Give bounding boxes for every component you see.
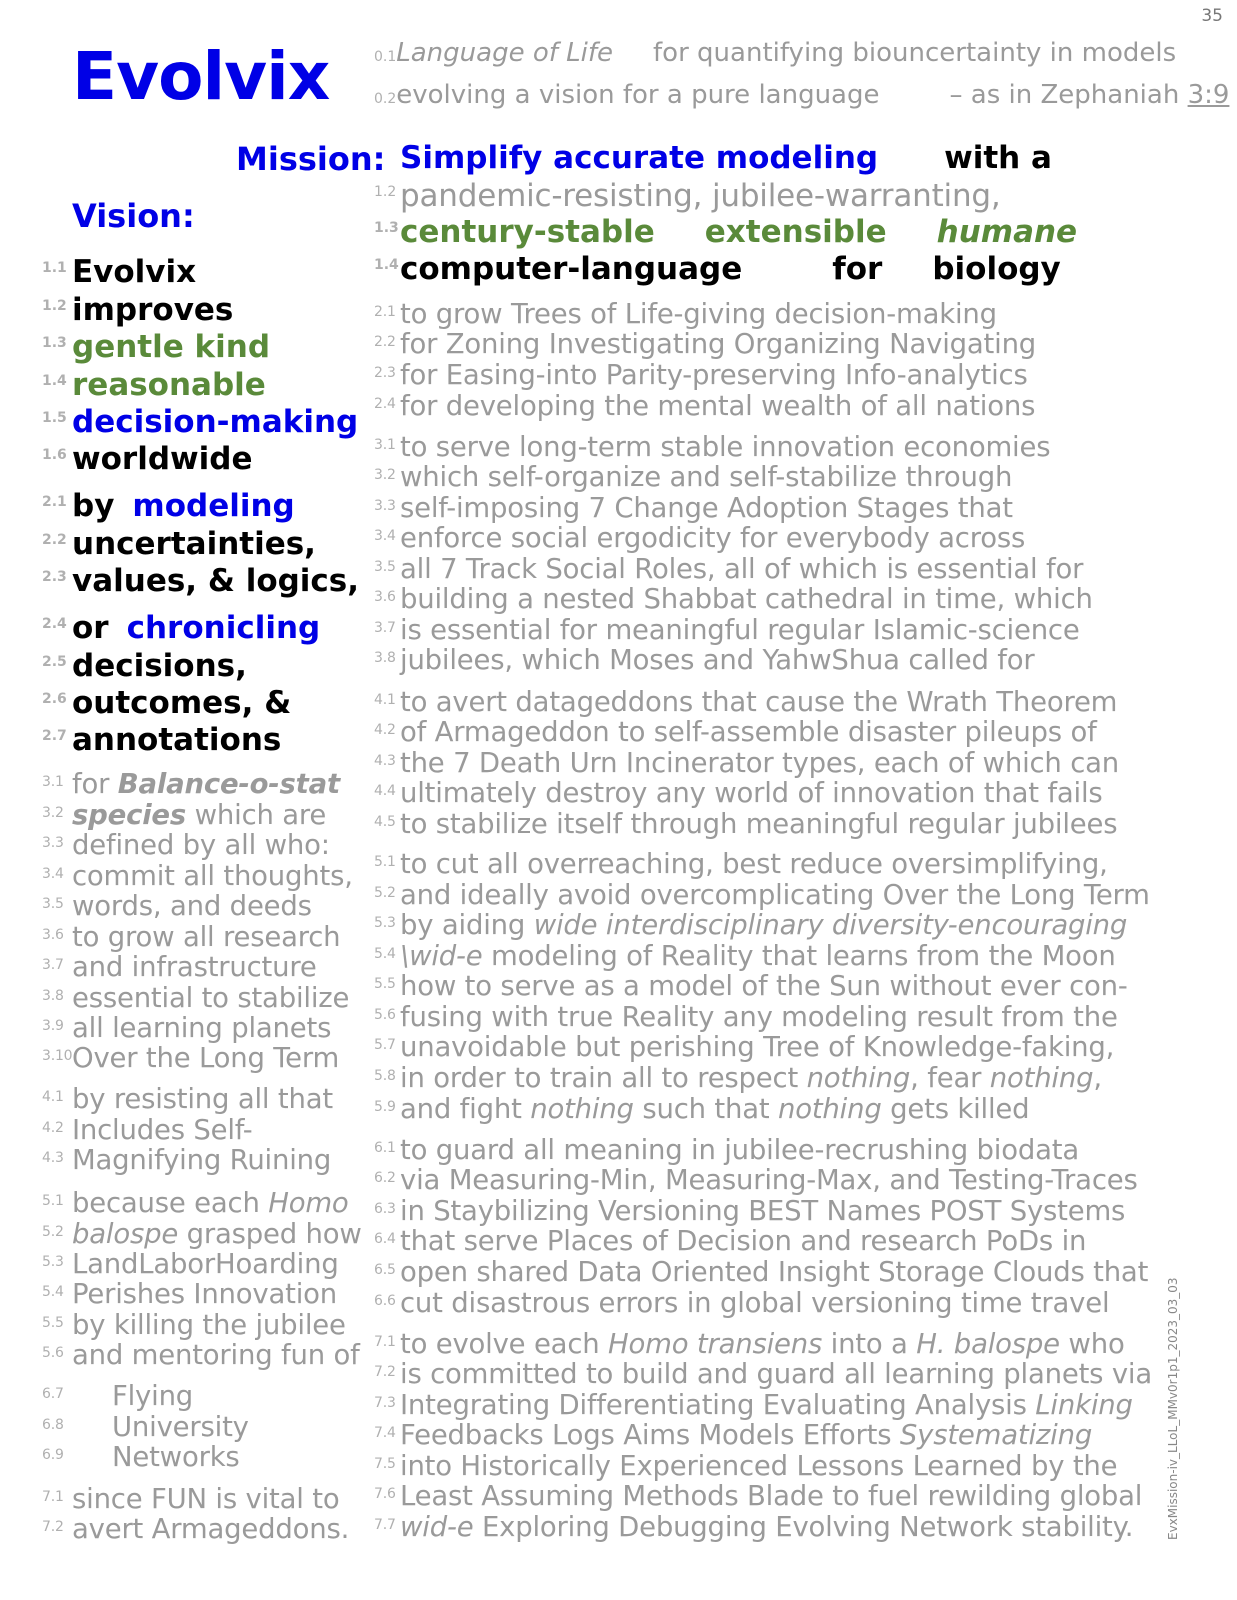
right-text-part: Systematizing bbox=[899, 1419, 1093, 1451]
vision-item bbox=[42, 563, 359, 599]
right-text: which self-organize and self-stabilize through bbox=[400, 461, 1013, 493]
vision-text: outcomes, & bbox=[72, 685, 292, 721]
line-number: 2.2 bbox=[42, 532, 67, 548]
mission-line-4 bbox=[374, 251, 1061, 287]
left-line bbox=[42, 982, 349, 1014]
right-text-part: nothing bbox=[806, 1062, 911, 1094]
line-number: 5.2 bbox=[374, 885, 396, 901]
vision-item bbox=[42, 367, 266, 403]
right-line bbox=[374, 328, 1036, 360]
line-number: 7.1 bbox=[42, 1489, 64, 1505]
mission-line-3 bbox=[374, 214, 1077, 250]
vision-item bbox=[42, 292, 233, 328]
left-text: to grow all research bbox=[72, 921, 341, 953]
line-number: 1.3 bbox=[42, 335, 67, 351]
right-line bbox=[374, 1358, 1152, 1390]
line-number: 1.3 bbox=[374, 220, 399, 236]
line-number: 5.4 bbox=[42, 1284, 64, 1300]
right-text: unavoidable but perishing Tree of Knowledge-faking, bbox=[400, 1031, 1115, 1063]
left-text: since FUN is vital to bbox=[72, 1483, 340, 1515]
right-text: the 7 Death Urn Incinerator types, each of which can bbox=[400, 747, 1119, 779]
right-text: to avert datageddons that cause the Wrath Theorem bbox=[400, 686, 1118, 718]
right-text: is essential for meaningful regular Islamic-science bbox=[400, 614, 1080, 646]
vision-text: or bbox=[72, 610, 109, 646]
right-text: ultimately destroy any world of innovation that fails bbox=[400, 777, 1103, 809]
left-text: defined by all who: bbox=[72, 829, 330, 861]
line-number: 6.5 bbox=[374, 1262, 396, 1278]
left-text: and infrastructure bbox=[72, 951, 317, 983]
right-text: self-imposing 7 Change Adoption Stages that bbox=[400, 492, 1013, 524]
left-text: because each bbox=[72, 1187, 269, 1219]
header-vision-text: evolving a vision for a pure language bbox=[396, 80, 880, 110]
right-text: to grow Trees of Life-giving decision-making bbox=[400, 298, 997, 330]
vision-item bbox=[42, 441, 253, 477]
vision-item bbox=[42, 526, 316, 562]
right-line bbox=[374, 716, 1097, 748]
vision-text: worldwide bbox=[72, 441, 253, 477]
left-text: species bbox=[72, 799, 187, 831]
left-line bbox=[42, 1218, 362, 1250]
header-zephaniah: – as in Zephaniah bbox=[949, 80, 1180, 110]
line-number: 5.5 bbox=[374, 976, 396, 992]
line-number: 3.7 bbox=[42, 957, 64, 973]
document-id: EvxMission-iv_LLoL_MMv0r1p1_2023_03_03 bbox=[1166, 1277, 1180, 1540]
header-language-of-life: Language of Life bbox=[396, 38, 614, 68]
line-number: 6.4 bbox=[374, 1231, 396, 1247]
left-line bbox=[42, 951, 317, 983]
left-line bbox=[42, 1114, 253, 1146]
line-number: 5.6 bbox=[374, 1007, 396, 1023]
line-number: 3.6 bbox=[374, 589, 396, 605]
line-number: 2.7 bbox=[42, 728, 67, 744]
right-text-part: such that bbox=[633, 1093, 778, 1125]
line-number: 7.2 bbox=[374, 1364, 396, 1380]
line-number: 4.5 bbox=[374, 814, 396, 830]
line-number: 4.1 bbox=[42, 1089, 64, 1105]
line-number: 2.3 bbox=[374, 365, 396, 381]
right-text: for Easing-into Parity-preserving Info-analytics bbox=[400, 359, 1028, 391]
right-text: enforce social ergodicity for everybody across bbox=[400, 522, 1026, 554]
left-text: University bbox=[112, 1411, 249, 1443]
right-line bbox=[374, 848, 1108, 880]
left-line bbox=[42, 1012, 331, 1044]
left-line bbox=[42, 1187, 349, 1219]
right-line bbox=[374, 1450, 1117, 1482]
right-line bbox=[374, 1389, 1133, 1421]
left-text: Includes Self- bbox=[72, 1114, 253, 1146]
left-line bbox=[42, 829, 330, 861]
right-line bbox=[374, 1328, 1125, 1360]
left-line bbox=[42, 1042, 339, 1074]
mission-century-stable: century-stable bbox=[400, 214, 655, 250]
right-text: how to serve as a model of the Sun without ever con- bbox=[400, 970, 1128, 1002]
right-text-part: in order to train all to respect bbox=[400, 1062, 807, 1094]
mission-line-1 bbox=[400, 140, 1052, 176]
left-text-emphasis: Homo bbox=[268, 1187, 349, 1219]
line-number: 6.9 bbox=[42, 1447, 64, 1463]
line-number: 6.6 bbox=[374, 1293, 396, 1309]
mission-line-2 bbox=[374, 178, 1001, 214]
line-number: 2.6 bbox=[42, 691, 67, 707]
line-number: 1.2 bbox=[374, 184, 397, 200]
left-text-emphasis: grasped how bbox=[178, 1218, 362, 1250]
vision-item bbox=[42, 685, 291, 721]
right-line bbox=[374, 686, 1117, 718]
line-number: 3.5 bbox=[374, 559, 396, 575]
vision-item bbox=[42, 329, 270, 365]
right-line bbox=[374, 1031, 1114, 1063]
header-quantifying: for quantifying biouncertainty in models bbox=[653, 38, 1177, 68]
line-number: 3.6 bbox=[42, 927, 64, 943]
line-number: 0.2 bbox=[374, 91, 397, 107]
line-number: 5.7 bbox=[374, 1037, 396, 1053]
line-number: 6.2 bbox=[374, 1170, 396, 1186]
right-text: to stabilize itself through meaningful regular jubilees bbox=[400, 808, 1118, 840]
right-text-part: gets killed bbox=[881, 1093, 1030, 1125]
right-line bbox=[374, 1287, 1109, 1319]
right-text-part: Feedbacks Logs Aims Models Efforts bbox=[400, 1419, 900, 1451]
vision-text-highlight: modeling bbox=[132, 488, 295, 524]
line-number: 5.3 bbox=[42, 1254, 64, 1270]
right-text-part: , bbox=[1093, 1062, 1102, 1094]
line-number: 5.3 bbox=[374, 915, 396, 931]
left-text: Perishes Innovation bbox=[72, 1278, 338, 1310]
right-line bbox=[374, 808, 1117, 840]
right-line bbox=[374, 1225, 1086, 1257]
vision-text: improves bbox=[72, 292, 234, 328]
right-text: cut disastrous errors in global versioning time travel bbox=[400, 1287, 1110, 1319]
left-line bbox=[42, 1248, 339, 1280]
line-number: 3.2 bbox=[42, 805, 64, 821]
vision-text: annotations bbox=[72, 722, 282, 758]
right-text-part: Linking bbox=[1035, 1389, 1133, 1421]
vision-text: uncertainties, bbox=[72, 526, 316, 562]
right-line bbox=[374, 777, 1103, 809]
right-text-part: by aiding bbox=[400, 909, 534, 941]
right-line bbox=[374, 909, 1127, 941]
line-number: 7.2 bbox=[42, 1519, 64, 1535]
mission-humane: humane bbox=[936, 214, 1078, 250]
right-line bbox=[374, 1511, 1133, 1543]
right-text-part: nothing bbox=[989, 1062, 1094, 1094]
right-text: in Staybilizing Versioning BEST Names POST Systems bbox=[400, 1195, 1126, 1227]
left-line bbox=[42, 1339, 360, 1371]
line-number: 6.7 bbox=[42, 1386, 64, 1402]
line-number: 2.1 bbox=[374, 304, 396, 320]
right-line bbox=[374, 298, 997, 330]
right-text-part: Integrating Differentiating Evaluating Analysis bbox=[400, 1389, 1036, 1421]
line-number: 3.9 bbox=[42, 1018, 64, 1034]
left-line bbox=[42, 860, 353, 892]
line-number: 2.5 bbox=[42, 654, 67, 670]
right-text-part: and fight bbox=[400, 1093, 531, 1125]
right-text: building a nested Shabbat cathedral in time, which bbox=[400, 583, 1093, 615]
line-number: 7.3 bbox=[374, 1395, 396, 1411]
line-number: 3.3 bbox=[374, 498, 396, 514]
right-text: is committed to build and guard all learning planets via bbox=[400, 1358, 1153, 1390]
left-line bbox=[42, 1513, 349, 1545]
line-number: 5.9 bbox=[374, 1099, 396, 1115]
zephaniah-ref-link[interactable]: 3:9 bbox=[1187, 80, 1230, 110]
right-text: and ideally avoid overcomplicating Over the Long Term bbox=[400, 879, 1150, 911]
vision-item bbox=[42, 404, 358, 440]
vision-text: decisions, bbox=[72, 648, 247, 684]
vision-text: decision-making bbox=[72, 404, 359, 440]
left-line bbox=[42, 1483, 339, 1515]
line-number: 1.1 bbox=[42, 260, 67, 276]
right-line bbox=[374, 1062, 1102, 1094]
vision-text: gentle kind bbox=[72, 329, 271, 365]
mission-for: for bbox=[832, 251, 883, 287]
right-line bbox=[374, 1001, 1118, 1033]
right-text: to serve long-term stable innovation economies bbox=[400, 431, 1051, 463]
line-number: 3.7 bbox=[374, 620, 396, 636]
line-number: 4.2 bbox=[42, 1120, 64, 1136]
mission-extensible: extensible bbox=[704, 214, 887, 250]
right-text-part: who bbox=[1059, 1328, 1125, 1360]
logo-evolvix: Evolvix bbox=[72, 38, 330, 115]
right-text: for Zoning Investigating Organizing Navigating bbox=[400, 328, 1037, 360]
right-line bbox=[374, 390, 1035, 422]
right-line bbox=[374, 1256, 1148, 1288]
line-number: 2.3 bbox=[42, 569, 67, 585]
right-text-part: nothing bbox=[530, 1093, 634, 1125]
line-number: 4.4 bbox=[374, 783, 396, 799]
vision-item bbox=[42, 254, 196, 290]
line-number: 1.2 bbox=[42, 298, 67, 314]
left-text: balospe bbox=[72, 1218, 179, 1250]
vision-text: values, & logics, bbox=[72, 563, 360, 599]
right-line bbox=[374, 359, 1028, 391]
line-number: 6.3 bbox=[374, 1201, 396, 1217]
right-line bbox=[374, 1134, 1079, 1166]
line-number: 3.2 bbox=[374, 467, 396, 483]
right-line bbox=[374, 583, 1093, 615]
mission-label: Mission: bbox=[236, 140, 386, 178]
right-text: open shared Data Oriented Insight Storage Clouds that bbox=[400, 1256, 1149, 1288]
right-line bbox=[374, 879, 1150, 911]
left-text: commit all thoughts, bbox=[72, 860, 353, 892]
right-text: jubilees, which Moses and YahwShua called for bbox=[400, 644, 1035, 676]
right-text-part: modeling of Reality that learns from the Moon bbox=[482, 940, 1116, 972]
right-text: of Armageddon to self-assemble disaster pileups of bbox=[400, 716, 1097, 748]
right-line bbox=[374, 1195, 1125, 1227]
vision-item bbox=[42, 610, 320, 646]
right-text: for developing the mental wealth of all nations bbox=[400, 390, 1036, 422]
header-line-2 bbox=[374, 80, 1229, 110]
right-text-part: to evolve each bbox=[400, 1328, 609, 1360]
right-text-part: \wid-e bbox=[400, 940, 483, 972]
line-number: 1.5 bbox=[42, 410, 67, 426]
line-number: 6.8 bbox=[42, 1417, 64, 1433]
left-text: LandLaborHoarding bbox=[72, 1248, 339, 1280]
right-line bbox=[374, 940, 1116, 972]
line-number: 4.2 bbox=[374, 722, 396, 738]
left-text: Magnifying Ruining bbox=[72, 1144, 332, 1176]
left-line bbox=[42, 799, 326, 831]
right-text-part: into a bbox=[822, 1328, 917, 1360]
vision-text: reasonable bbox=[72, 367, 266, 403]
mission-biology: biology bbox=[932, 251, 1061, 287]
left-text: essential to stabilize bbox=[72, 982, 350, 1014]
line-number: 2.4 bbox=[374, 396, 396, 412]
left-text: Networks bbox=[112, 1441, 240, 1473]
page-number: 35 bbox=[1201, 6, 1223, 26]
left-text: Over the Long Term bbox=[72, 1042, 340, 1074]
right-text-part: Exploring Debugging Evolving Network stability. bbox=[473, 1511, 1134, 1543]
right-text: all 7 Track Social Roles, all of which is essential for bbox=[400, 553, 1084, 585]
left-text-emphasis: which are bbox=[186, 799, 327, 831]
line-number: 5.2 bbox=[42, 1224, 64, 1240]
right-line bbox=[374, 492, 1013, 524]
right-line bbox=[374, 1480, 1142, 1512]
right-text-part: Homo transiens bbox=[608, 1328, 823, 1360]
left-text: all learning planets bbox=[72, 1012, 332, 1044]
left-line bbox=[42, 768, 340, 800]
left-line bbox=[42, 1411, 249, 1443]
left-line bbox=[42, 1380, 193, 1412]
right-line bbox=[374, 970, 1128, 1002]
line-number: 3.1 bbox=[374, 437, 396, 453]
line-number: 5.4 bbox=[374, 946, 396, 962]
right-line bbox=[374, 1093, 1029, 1125]
line-number: 3.10 bbox=[42, 1048, 73, 1064]
left-text: by resisting all that bbox=[72, 1083, 333, 1115]
right-text: to cut all overreaching, best reduce oversimplifying, bbox=[400, 848, 1108, 880]
line-number: 3.3 bbox=[42, 835, 64, 851]
line-number: 3.5 bbox=[42, 896, 64, 912]
left-text: words, and deeds bbox=[72, 890, 312, 922]
left-text: Flying bbox=[112, 1380, 194, 1412]
right-text: fusing with true Reality any modeling result from the bbox=[400, 1001, 1118, 1033]
right-text: that serve Places of Decision and research PoDs in bbox=[400, 1225, 1087, 1257]
line-number: 4.3 bbox=[42, 1150, 64, 1166]
right-text-part: H. balospe bbox=[916, 1328, 1060, 1360]
left-line bbox=[42, 1309, 346, 1341]
right-line bbox=[374, 431, 1050, 463]
line-number: 5.1 bbox=[42, 1193, 64, 1209]
line-number: 1.6 bbox=[42, 447, 67, 463]
line-number: 7.4 bbox=[374, 1425, 396, 1441]
mission-with-a: with a bbox=[944, 140, 1052, 176]
line-number: 6.1 bbox=[374, 1140, 396, 1156]
line-number: 4.1 bbox=[374, 692, 396, 708]
line-number: 7.5 bbox=[374, 1456, 396, 1472]
right-line bbox=[374, 644, 1035, 676]
line-number: 5.5 bbox=[42, 1315, 64, 1331]
left-line bbox=[42, 1441, 240, 1473]
left-line bbox=[42, 1278, 337, 1310]
line-number: 5.8 bbox=[374, 1068, 396, 1084]
right-line bbox=[374, 522, 1025, 554]
left-text: by killing the jubilee bbox=[72, 1309, 346, 1341]
line-number: 2.4 bbox=[42, 616, 67, 632]
vision-text: by bbox=[72, 488, 115, 524]
vision-label: Vision: bbox=[72, 197, 195, 235]
mission-simplify: Simplify accurate modeling bbox=[400, 140, 879, 176]
line-number: 5.1 bbox=[374, 854, 396, 870]
vision-item bbox=[42, 648, 247, 684]
right-text: via Measuring-Min, Measuring-Max, and Testing-Traces bbox=[400, 1164, 1138, 1196]
right-line bbox=[374, 461, 1012, 493]
left-text-emphasis: Balance-o-stat bbox=[117, 768, 340, 800]
line-number: 2.2 bbox=[374, 334, 396, 350]
line-number: 3.8 bbox=[42, 988, 64, 1004]
line-number: 3.4 bbox=[42, 866, 64, 882]
left-line bbox=[42, 890, 312, 922]
right-line bbox=[374, 1419, 1092, 1451]
left-line bbox=[42, 1083, 333, 1115]
line-number: 4.3 bbox=[374, 753, 396, 769]
right-line bbox=[374, 1164, 1138, 1196]
line-number: 3.1 bbox=[42, 774, 64, 790]
header-line-1 bbox=[374, 38, 1176, 68]
vision-text-highlight: chronicling bbox=[126, 610, 321, 646]
vision-item bbox=[42, 488, 295, 524]
right-line bbox=[374, 553, 1083, 585]
line-number: 7.7 bbox=[374, 1517, 396, 1533]
right-text-part: wid-e bbox=[400, 1511, 474, 1543]
left-text: avert Armageddons. bbox=[72, 1513, 350, 1545]
line-number: 2.1 bbox=[42, 494, 67, 510]
right-text-part: nothing bbox=[778, 1093, 882, 1125]
left-text: and mentoring fun of bbox=[72, 1339, 360, 1371]
mission-computer-language: computer-language bbox=[400, 251, 743, 287]
line-number: 1.4 bbox=[374, 257, 399, 273]
left-line bbox=[42, 1144, 331, 1176]
right-text-part: , fear bbox=[910, 1062, 990, 1094]
line-number: 5.6 bbox=[42, 1345, 64, 1361]
line-number: 7.1 bbox=[374, 1334, 396, 1350]
mission-pandemic: pandemic-resisting, jubilee-warranting, bbox=[400, 178, 1001, 214]
right-text-part: wide interdisciplinary diversity-encouraging bbox=[533, 909, 1128, 941]
right-line bbox=[374, 747, 1119, 779]
line-number: 3.4 bbox=[374, 528, 396, 544]
line-number: 3.8 bbox=[374, 650, 396, 666]
vision-text: Evolvix bbox=[72, 254, 197, 290]
left-line bbox=[42, 921, 340, 953]
left-text: for bbox=[72, 768, 118, 800]
line-number: 7.6 bbox=[374, 1486, 396, 1502]
right-line bbox=[374, 614, 1080, 646]
right-text: Least Assuming Methods Blade to fuel rewilding global bbox=[400, 1480, 1143, 1512]
right-text: into Historically Experienced Lessons Learned by the bbox=[400, 1450, 1118, 1482]
vision-item bbox=[42, 722, 281, 758]
line-number: 0.1 bbox=[374, 49, 397, 65]
right-text: to guard all meaning in jubilee-recrushing biodata bbox=[400, 1134, 1079, 1166]
line-number: 1.4 bbox=[42, 373, 67, 389]
